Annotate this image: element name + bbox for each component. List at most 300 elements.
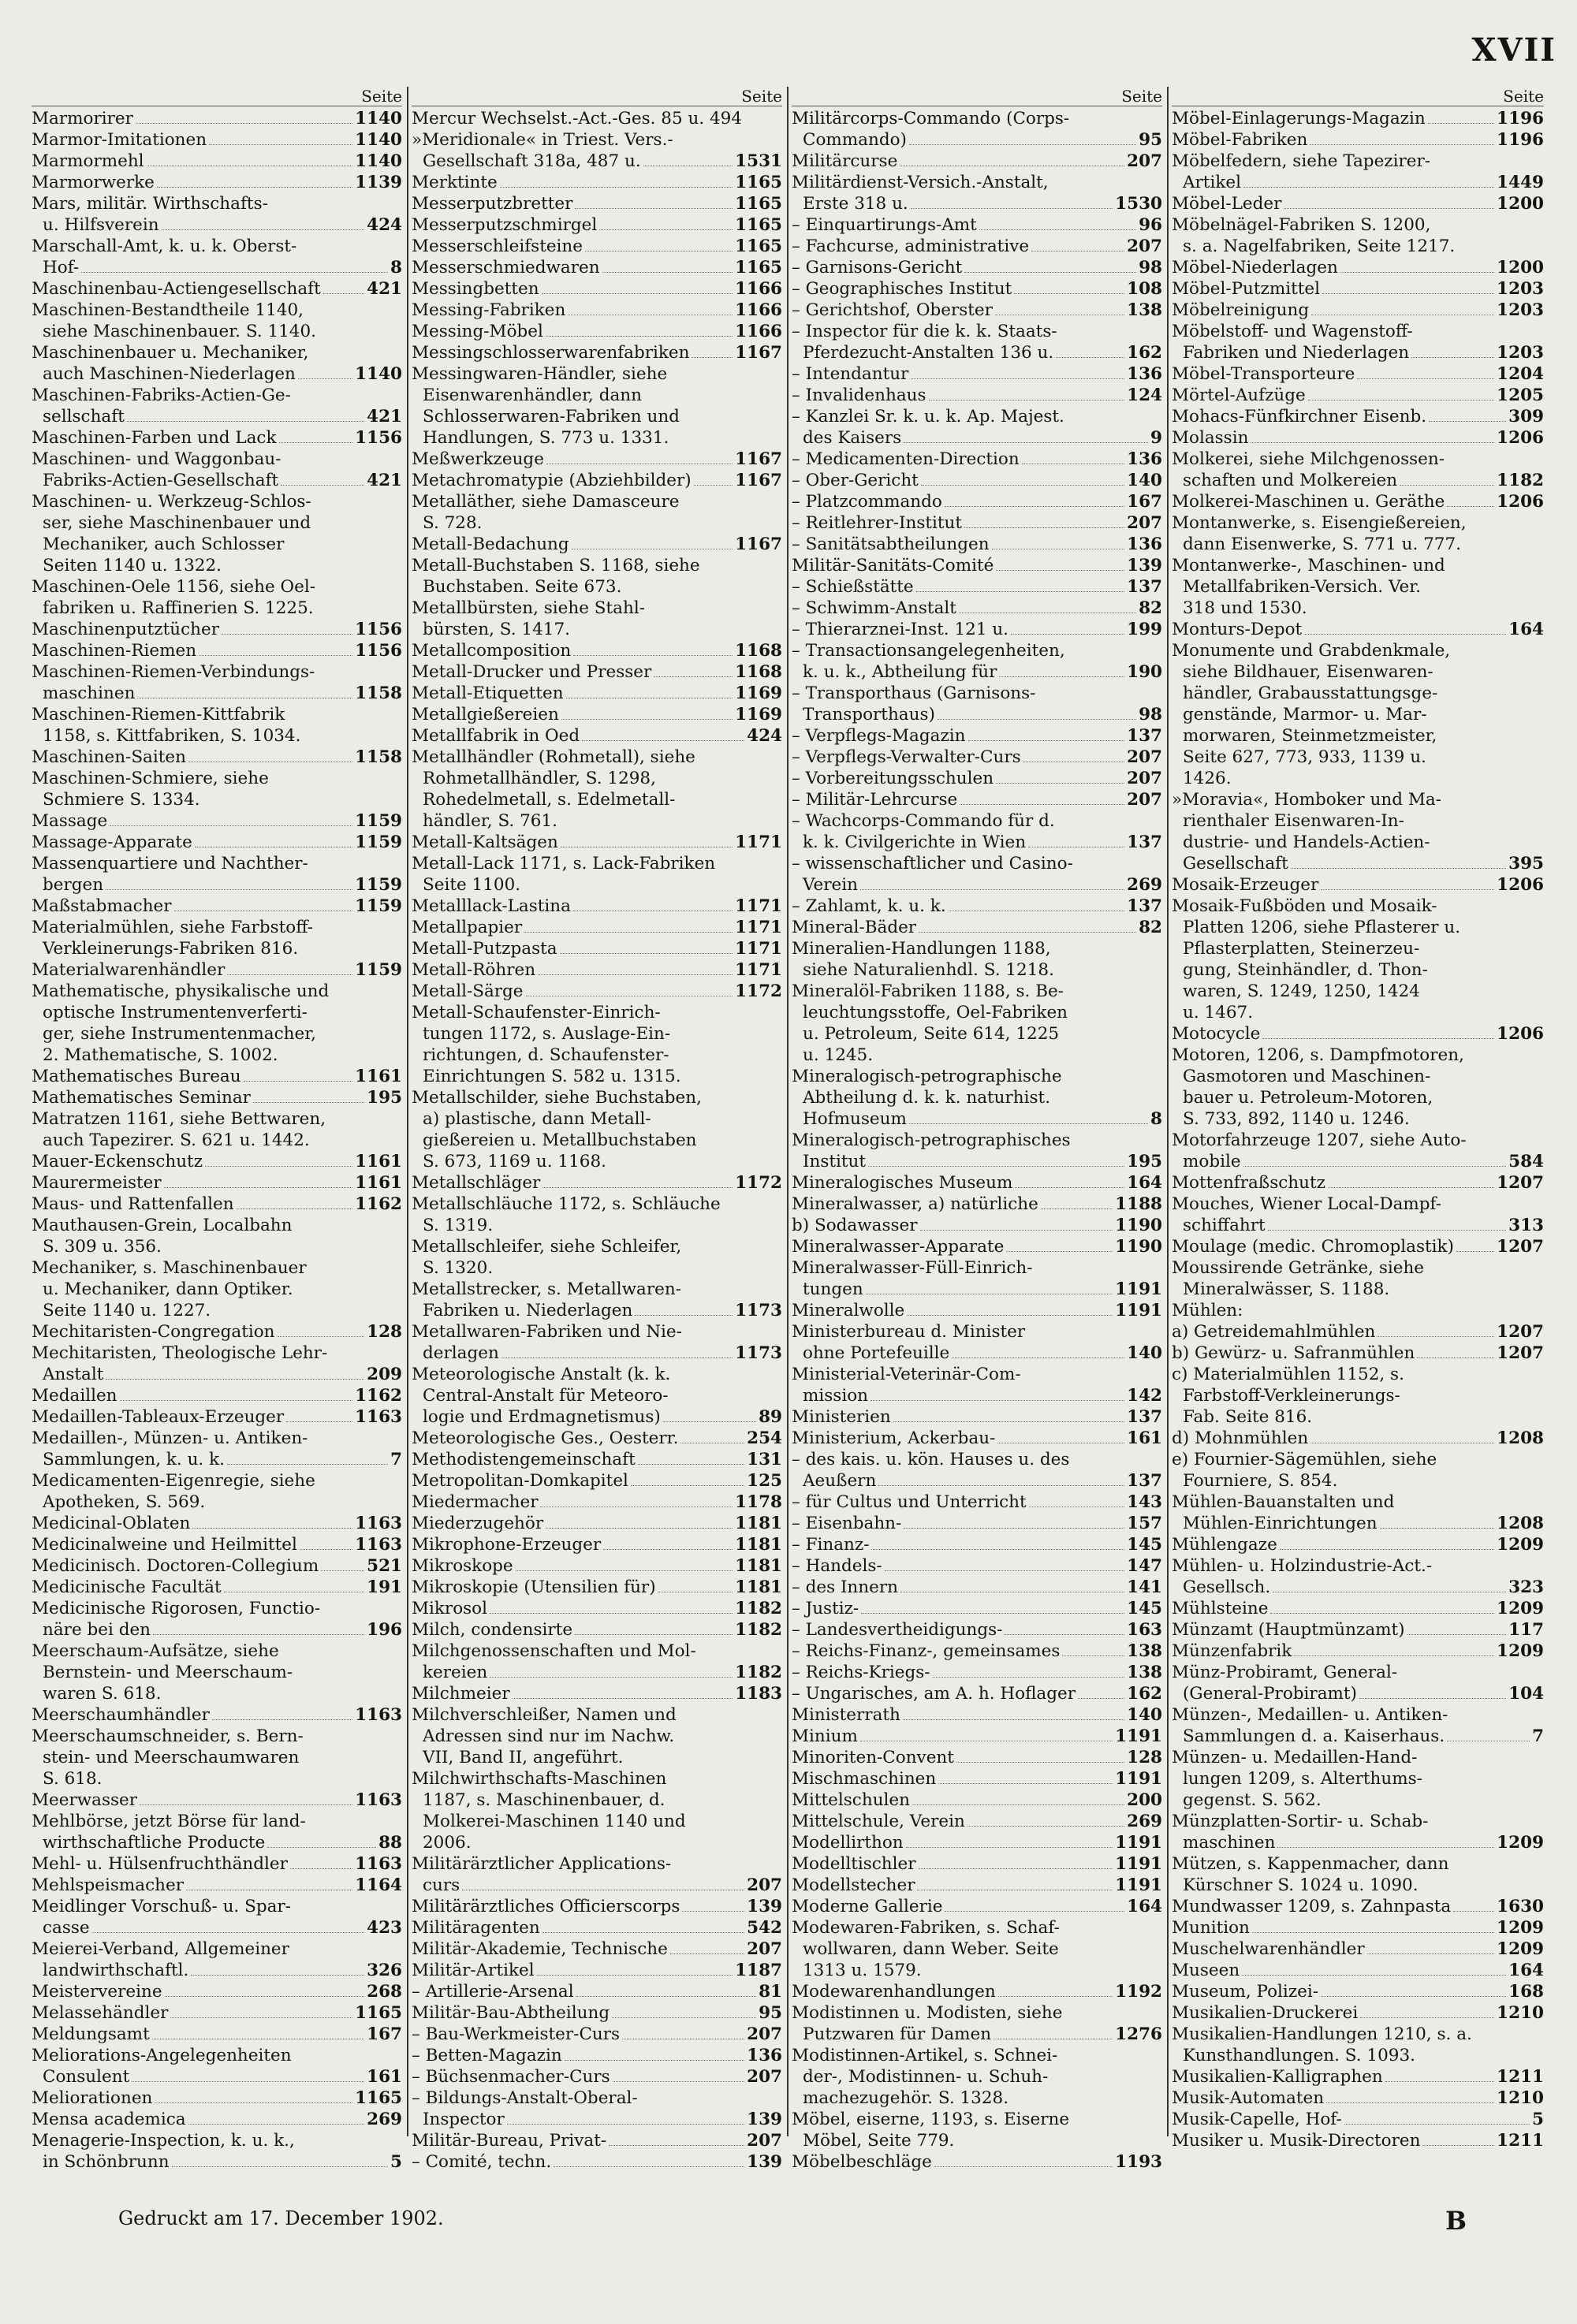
index-entry <box>792 1300 1162 1321</box>
leader-dots <box>911 208 1113 209</box>
entry-text: Metallgießereien <box>412 705 559 724</box>
entry-text: – Fachcurse, administrative <box>792 236 1030 256</box>
entry-text: Sammlungen d. a. Kaiserhaus. <box>1183 1726 1445 1746</box>
entry-text: – Schießstätte <box>792 577 914 597</box>
entry-text: Medaillen-Tableaux-Erzeuger <box>32 1407 285 1427</box>
entry-page-number: 1166 <box>735 322 782 341</box>
entry-page-number: 1211 <box>1497 2131 1544 2151</box>
entry-page-number: 1191 <box>1115 1875 1162 1895</box>
entry-text: Maschinenputztücher <box>32 620 220 639</box>
entry-text: Marschall-Amt, k. u. k. Oberst- <box>32 236 297 256</box>
entry-text: Matratzen 1161, siehe Bettwaren, <box>32 1109 326 1129</box>
entry-text: Molassin <box>1172 428 1249 448</box>
entry-text: Marmormehl <box>32 151 144 171</box>
index-entry <box>792 598 1162 619</box>
entry-text: gung, Steinhändler, d. Thon- <box>1183 960 1428 980</box>
leader-dots <box>1326 2102 1494 2103</box>
entry-text: Militäragenten <box>412 1918 540 1938</box>
entry-text: Modewaren-Fabriken, s. Schaf- <box>792 1918 1060 1938</box>
leader-dots <box>919 1868 1113 1869</box>
index-entry <box>412 1768 782 1853</box>
entry-text: – Büchsenmacher-Curs <box>412 2067 610 2087</box>
entry-text: Inspector <box>423 2110 505 2129</box>
entry-page-number: 1167 <box>735 449 782 469</box>
leader-dots <box>1268 1230 1506 1231</box>
index-entry <box>32 2002 402 2024</box>
leader-dots <box>205 1166 352 1167</box>
entry-text: Massage <box>32 811 108 831</box>
index-entry <box>792 747 1162 768</box>
leader-dots <box>906 1847 1113 1848</box>
entry-text: Meistervereine <box>32 1982 162 2002</box>
entry-page-number: 1196 <box>1497 130 1544 150</box>
signature-mark: B <box>1445 2206 1467 2236</box>
leader-dots <box>1447 506 1494 507</box>
index-entry <box>792 257 1162 278</box>
index-entry <box>412 640 782 661</box>
entry-page-number: 136 <box>1127 364 1162 384</box>
index-entry <box>1172 640 1544 789</box>
leader-dots <box>513 1698 733 1699</box>
entry-page-number: 207 <box>1127 151 1162 171</box>
leader-dots <box>1078 1698 1124 1699</box>
entry-text: Seite 627, 773, 933, 1139 u. <box>1183 747 1426 767</box>
index-entry <box>792 470 1162 491</box>
index-entry <box>32 2088 402 2109</box>
entry-page-number: 138 <box>1127 1641 1162 1661</box>
leader-dots <box>1291 868 1506 869</box>
leader-dots <box>612 2017 756 2018</box>
entry-page-number: 1156 <box>355 641 402 661</box>
entry-page-number: 1203 <box>1497 343 1544 363</box>
index-entry <box>412 1704 782 1768</box>
entry-text: S. 309 u. 356. <box>43 1237 162 1257</box>
leader-dots <box>964 272 1136 273</box>
entry-text: Melassehändler <box>32 2003 169 2023</box>
index-entry <box>32 1087 402 1108</box>
index-entry <box>32 385 402 427</box>
index-entry <box>32 917 402 959</box>
leader-dots <box>227 1464 388 1465</box>
entry-text: Maschinen-Saiten <box>32 747 186 767</box>
entry-text: Pflasterplatten, Steinerzeu- <box>1183 939 1420 959</box>
index-entry <box>792 1364 1162 1406</box>
leader-dots <box>127 421 364 422</box>
entry-text: mobile <box>1183 1152 1241 1171</box>
entry-page-number: 1206 <box>1497 492 1544 512</box>
entry-page-number: 1200 <box>1497 258 1544 277</box>
entry-text: Metall-Schaufenster-Einrich- <box>412 1003 661 1022</box>
entry-text: Mechaniker, auch Schlosser <box>43 534 285 554</box>
entry-page-number: 167 <box>1127 492 1162 512</box>
entry-page-number: 128 <box>367 1322 402 1342</box>
index-entry <box>412 1896 782 1917</box>
entry-text: Mosaik-Fußböden und Mosaik- <box>1172 896 1437 916</box>
entry-text: Mittelschulen <box>792 1790 910 1810</box>
entry-text: Mensa academica <box>32 2110 186 2129</box>
entry-page-number: 421 <box>367 471 402 490</box>
entry-text: u. 1467. <box>1183 1003 1254 1022</box>
leader-dots <box>1242 1975 1506 1976</box>
leader-dots <box>871 1549 1124 1550</box>
leader-dots <box>1262 1038 1494 1039</box>
leader-dots <box>106 889 352 890</box>
entry-text: Mathematisches Bureau <box>32 1067 241 1086</box>
entry-text: – Bau-Werkmeister-Curs <box>412 2024 621 2044</box>
index-entry <box>792 2151 1162 2173</box>
entry-page-number: 1181 <box>735 1535 782 1555</box>
index-entry <box>32 1875 402 1896</box>
entry-text: Medicinalweine und Heilmittel <box>32 1535 297 1555</box>
index-entry <box>792 172 1162 214</box>
entry-text: Münzamt (Hauptmünzamt) <box>1172 1620 1405 1640</box>
entry-text: – Geographisches Institut <box>792 279 1012 299</box>
entry-text: – Verpflegs-Verwalter-Curs <box>792 747 1021 767</box>
index-entry <box>1172 1917 1544 1939</box>
leader-dots <box>153 1634 364 1635</box>
page-number: XVII <box>1471 32 1556 69</box>
leader-dots <box>860 889 1124 890</box>
entry-page-number: 200 <box>1127 1790 1162 1810</box>
entry-page-number: 139 <box>747 2152 782 2172</box>
entry-page-number: 1207 <box>1497 1343 1544 1363</box>
entry-text: Metalläther, siehe Damasceure <box>412 492 680 512</box>
leader-dots <box>267 1847 376 1848</box>
entry-text: – Kanzlei Sr. k. u. k. Ap. Majest. <box>792 407 1064 426</box>
entry-text: Miedermacher <box>412 1492 539 1512</box>
entry-page-number: 1182 <box>735 1663 782 1682</box>
entry-text: – Ober-Gericht <box>792 471 919 490</box>
entry-text: – Reitlehrer-Institut <box>792 513 963 533</box>
entry-text: Medaillen <box>32 1386 117 1406</box>
leader-dots <box>507 2124 744 2125</box>
entry-text: Moulage (medic. Chromoplastik) <box>1172 1237 1454 1257</box>
entry-text: Medicinische Rigorosen, Functio- <box>32 1599 321 1618</box>
entry-page-number: 108 <box>1127 279 1162 299</box>
entry-text: S. 728. <box>423 513 483 533</box>
leader-dots <box>286 1421 352 1422</box>
entry-page-number: 1276 <box>1115 2024 1162 2044</box>
index-entry <box>1172 789 1544 874</box>
leader-dots <box>516 1570 733 1571</box>
entry-text: Messing-Möbel <box>412 322 543 341</box>
leader-dots <box>140 1804 352 1805</box>
entry-page-number: 1191 <box>1115 1279 1162 1299</box>
entry-text: Miederzugehör <box>412 1514 544 1533</box>
leader-dots <box>298 378 352 379</box>
entry-text: Meteorologische Anstalt (k. k. <box>412 1365 671 1384</box>
leader-dots <box>1304 634 1506 635</box>
index-entry <box>32 1343 402 1385</box>
entry-page-number: 1182 <box>735 1620 782 1640</box>
entry-text: – Verpflegs-Magazin <box>792 726 966 746</box>
entry-page-number: 1167 <box>735 343 782 363</box>
entry-page-number: 326 <box>367 1961 402 1980</box>
entry-text: – des kais. u. kön. Hauses u. des <box>792 1450 1070 1469</box>
entry-page-number: 1165 <box>735 258 782 277</box>
entry-text: Möbel, eiserne, 1193, s. Eiserne <box>792 2110 1070 2129</box>
entry-page-number: 313 <box>1508 1216 1544 1235</box>
entry-text: – Garnisons-Gericht <box>792 258 963 277</box>
entry-text: Meliorations-Angelegenheiten <box>32 2046 292 2065</box>
leader-dots <box>212 1719 352 1720</box>
index-entry <box>412 661 782 683</box>
entry-text: Medicinal-Oblaten <box>32 1514 191 1533</box>
entry-page-number: 1531 <box>735 151 782 171</box>
leader-dots <box>192 1528 352 1529</box>
entry-page-number: 8 <box>1150 1109 1162 1129</box>
entry-page-number: 104 <box>1508 1684 1544 1704</box>
entry-page-number: 143 <box>1127 1492 1162 1512</box>
entry-page-number: 1206 <box>1497 428 1544 448</box>
index-entry <box>32 1981 402 2002</box>
entry-text: – Vorbereitungsschulen <box>792 769 994 788</box>
entry-page-number: 140 <box>1127 471 1162 490</box>
entry-text: Abtheilung d. k. k. naturhist. <box>803 1088 1051 1108</box>
index-entry <box>32 449 402 491</box>
entry-text: Mühlen: <box>1172 1301 1243 1320</box>
entry-text: – Inspector für die k. k. Staats- <box>792 322 1057 341</box>
entry-page-number: 424 <box>747 726 782 746</box>
entry-text: Mohacs-Fünfkirchner Eisenb. <box>1172 407 1427 426</box>
entry-text: Maschinenbau-Actiengesellschaft <box>32 279 321 299</box>
entry-text: Minoriten-Convent <box>792 1748 954 1767</box>
entry-page-number: 1156 <box>355 620 402 639</box>
entry-page-number: 1140 <box>355 130 402 150</box>
entry-page-number: 1203 <box>1497 279 1544 299</box>
entry-page-number: 1165 <box>735 236 782 256</box>
leader-dots <box>1006 1251 1113 1252</box>
entry-text: Motorfahrzeuge 1207, siehe Auto- <box>1172 1130 1467 1150</box>
entry-page-number: 167 <box>367 2024 402 2044</box>
entry-page-number: 1209 <box>1497 1918 1544 1938</box>
entry-text: – Ungarisches, am A. h. Hoflager <box>792 1684 1076 1704</box>
leader-dots <box>554 2166 744 2167</box>
index-entry <box>412 1853 782 1896</box>
entry-page-number: 1167 <box>735 471 782 490</box>
entry-text: Milchverschleißer, Namen und <box>412 1705 677 1725</box>
index-entry <box>412 1555 782 1577</box>
entry-page-number: 1209 <box>1497 1939 1544 1959</box>
index-entry <box>412 683 782 704</box>
index-entry <box>792 1811 1162 1832</box>
leader-dots <box>878 1485 1124 1486</box>
entry-text: Metallschläger <box>412 1173 541 1193</box>
leader-dots <box>1407 1634 1507 1635</box>
entry-text: Hof- <box>43 258 80 277</box>
leader-dots <box>290 1868 352 1869</box>
entry-text: Metachromatypie (Abziehbilder) <box>412 471 692 490</box>
entry-page-number: 584 <box>1508 1152 1544 1171</box>
leader-dots <box>1015 1187 1124 1188</box>
index-entry <box>1172 619 1544 640</box>
entry-page-number: 1173 <box>735 1343 782 1363</box>
entry-text: – Schwimm-Anstalt <box>792 598 956 618</box>
leader-dots <box>575 1634 733 1635</box>
entry-text: Mühlen-Einrichtungen <box>1183 1514 1378 1533</box>
index-entry <box>1172 1364 1544 1428</box>
leader-dots <box>654 676 733 677</box>
leader-dots <box>565 2060 744 2061</box>
entry-text: ger, siehe Instrumentenmacher, <box>43 1024 316 1044</box>
entry-page-number: 1183 <box>735 1684 782 1704</box>
entry-text: Meierei-Verband, Allgemeiner <box>32 1939 289 1959</box>
entry-page-number: 1166 <box>735 300 782 320</box>
entry-page-number: 168 <box>1508 1982 1544 2002</box>
index-entry <box>32 747 402 768</box>
entry-text: Maus- und Rattenfallen <box>32 1194 234 1214</box>
index-entry <box>412 1428 782 1449</box>
entry-text: siehe Bildhauer, Eisenwaren- <box>1183 662 1433 682</box>
leader-dots <box>575 208 733 209</box>
entry-text: Montanwerke, s. Eisengießereien, <box>1172 513 1467 533</box>
index-entry <box>792 449 1162 470</box>
index-entry <box>412 598 782 640</box>
leader-dots <box>1367 1953 1495 1954</box>
entry-text: Militärcorps-Commando (Corps- <box>792 109 1070 128</box>
entry-text: Methodistengemeinschaft <box>412 1450 636 1469</box>
entry-text: – Einquartirungs-Amt <box>792 215 977 235</box>
index-entry <box>792 1130 1162 1172</box>
leader-dots <box>227 974 352 975</box>
index-entry <box>1172 363 1544 385</box>
entry-page-number: 269 <box>1127 875 1162 895</box>
index-entry <box>792 1704 1162 1726</box>
entry-text: Möbelbeschläge <box>792 2152 932 2172</box>
index-entry <box>792 853 1162 896</box>
entry-page-number: 5 <box>390 2152 402 2172</box>
entry-text: – Transactionsangelegenheiten, <box>792 641 1065 661</box>
entry-text: u. Mechaniker, dann Optiker. <box>43 1279 293 1299</box>
entry-text: Möbel-Putzmittel <box>1172 279 1321 299</box>
leader-dots <box>209 144 352 145</box>
entry-text: Motoren, 1206, s. Dampfmotoren, <box>1172 1045 1464 1065</box>
entry-page-number: 1171 <box>735 918 782 937</box>
index-entry <box>792 683 1162 725</box>
index-entry <box>412 1449 782 1470</box>
entry-text: Mineralwasser, a) natürliche <box>792 1194 1038 1214</box>
entry-text: Maschinen-Fabriks-Actien-Ge- <box>32 385 291 405</box>
entry-text: Apotheken, S. 569. <box>43 1492 206 1512</box>
entry-page-number: 95 <box>759 2003 782 2023</box>
entry-page-number: 1208 <box>1497 1514 1544 1533</box>
entry-page-number: 147 <box>1127 1556 1162 1576</box>
entry-text: Musikalien-Kalligraphen <box>1172 2067 1383 2087</box>
index-entry <box>1172 2002 1544 2024</box>
entry-page-number: 124 <box>1127 385 1162 405</box>
index-entry <box>792 2109 1162 2151</box>
leader-dots <box>576 1996 756 1997</box>
index-entry <box>412 704 782 725</box>
index-entry <box>792 789 1162 810</box>
leader-dots <box>1340 272 1494 273</box>
entry-page-number: 1169 <box>735 705 782 724</box>
entry-text: Metall-Kaltsägen <box>412 832 558 852</box>
leader-dots <box>120 1400 353 1401</box>
index-entry <box>1172 512 1544 555</box>
entry-text: Militär-Bureau, Privat- <box>412 2131 607 2151</box>
index-entry <box>32 576 402 619</box>
entry-page-number: 1161 <box>355 1173 402 1193</box>
entry-page-number: 1165 <box>735 173 782 192</box>
entry-text: Buchstaben. Seite 673. <box>423 577 622 597</box>
entry-text: Mehl- u. Hülsenfruchthändler <box>32 1854 288 1874</box>
entry-text: Münzplatten-Sortir- u. Schab- <box>1172 1812 1429 1831</box>
entry-page-number: 139 <box>1127 556 1162 575</box>
entry-text: Monumente und Grabdenkmale, <box>1172 641 1451 661</box>
entry-text: Metall-Etiquetten <box>412 683 564 703</box>
entry-text: Militär-Bau-Abtheilung <box>412 2003 610 2023</box>
entry-list <box>32 108 402 2173</box>
entry-text: bergen <box>43 875 104 895</box>
entry-text: Mühlen-Bauanstalten und <box>1172 1492 1395 1512</box>
leader-dots <box>631 1485 744 1486</box>
entry-text: Meßwerkzeuge <box>412 449 544 469</box>
index-entry <box>1172 257 1544 278</box>
index-entry <box>412 1087 782 1172</box>
index-entry <box>32 1066 402 1087</box>
entry-text: Maschinen- u. Werkzeug-Schlos- <box>32 492 311 512</box>
index-entry <box>1172 1534 1544 1555</box>
entry-text: e) Fournier-Sägemühlen, siehe <box>1172 1450 1437 1469</box>
index-entry <box>792 1236 1162 1257</box>
entry-text: Metall-Lack 1171, s. Lack-Fabriken <box>412 854 716 873</box>
index-entry <box>412 491 782 534</box>
entry-page-number: 1159 <box>355 960 402 980</box>
entry-page-number: 8 <box>390 258 402 277</box>
entry-page-number: 1165 <box>355 2088 402 2108</box>
entry-text: händler, Grabausstattungsge- <box>1183 683 1438 703</box>
entry-text: – Betten-Magazin <box>412 2046 562 2065</box>
index-entry <box>412 470 782 491</box>
index-entry <box>1172 449 1544 491</box>
index-entry <box>412 917 782 938</box>
entry-text: Möbelreinigung <box>1172 300 1310 320</box>
entry-text: der-, Modistinnen- u. Schuh- <box>803 2067 1049 2087</box>
entry-text: Maschinen-Riemen-Kittfabrik <box>32 705 285 724</box>
leader-dots <box>968 740 1125 741</box>
entry-page-number: 1171 <box>735 896 782 916</box>
index-entry <box>32 1257 402 1321</box>
entry-text: Metallschilder, siehe Buchstaben, <box>412 1088 702 1108</box>
print-date: Gedruckt am 17. December 1902. <box>118 2207 444 2229</box>
entry-text: Bernstein- und Meerschaum- <box>43 1663 293 1682</box>
leader-dots <box>1252 1932 1494 1933</box>
entry-page-number: 1140 <box>355 109 402 128</box>
entry-text: Metall-Drucker und Presser <box>412 662 652 682</box>
entry-page-number: 141 <box>1127 1577 1162 1597</box>
index-entry <box>792 1194 1162 1215</box>
entry-text: Ministerial-Veterinär-Com- <box>792 1365 1021 1384</box>
leader-dots <box>1385 2081 1494 2082</box>
entry-text: morwaren, Steinmetzmeister, <box>1183 726 1437 746</box>
leader-dots <box>945 506 1124 507</box>
entry-page-number: 1161 <box>355 1067 402 1086</box>
entry-text: Ministerium, Ackerbau- <box>792 1428 996 1448</box>
entry-page-number: 1192 <box>1115 1982 1162 2002</box>
entry-text: VII, Band II, angeführt. <box>423 1748 624 1767</box>
entry-text: c) Materialmühlen 1152, s. <box>1172 1365 1404 1384</box>
entry-text: Maschinen-Farben und Lack <box>32 428 277 448</box>
leader-dots <box>1014 293 1124 294</box>
entry-page-number: 269 <box>367 2110 402 2129</box>
leader-dots <box>546 1528 733 1529</box>
index-entry <box>32 108 402 129</box>
entry-text: Milchmeier <box>412 1684 510 1704</box>
index-entry <box>1172 406 1544 427</box>
index-entry <box>412 321 782 342</box>
entry-text: a) Getreidemahlmühlen <box>1172 1322 1376 1342</box>
